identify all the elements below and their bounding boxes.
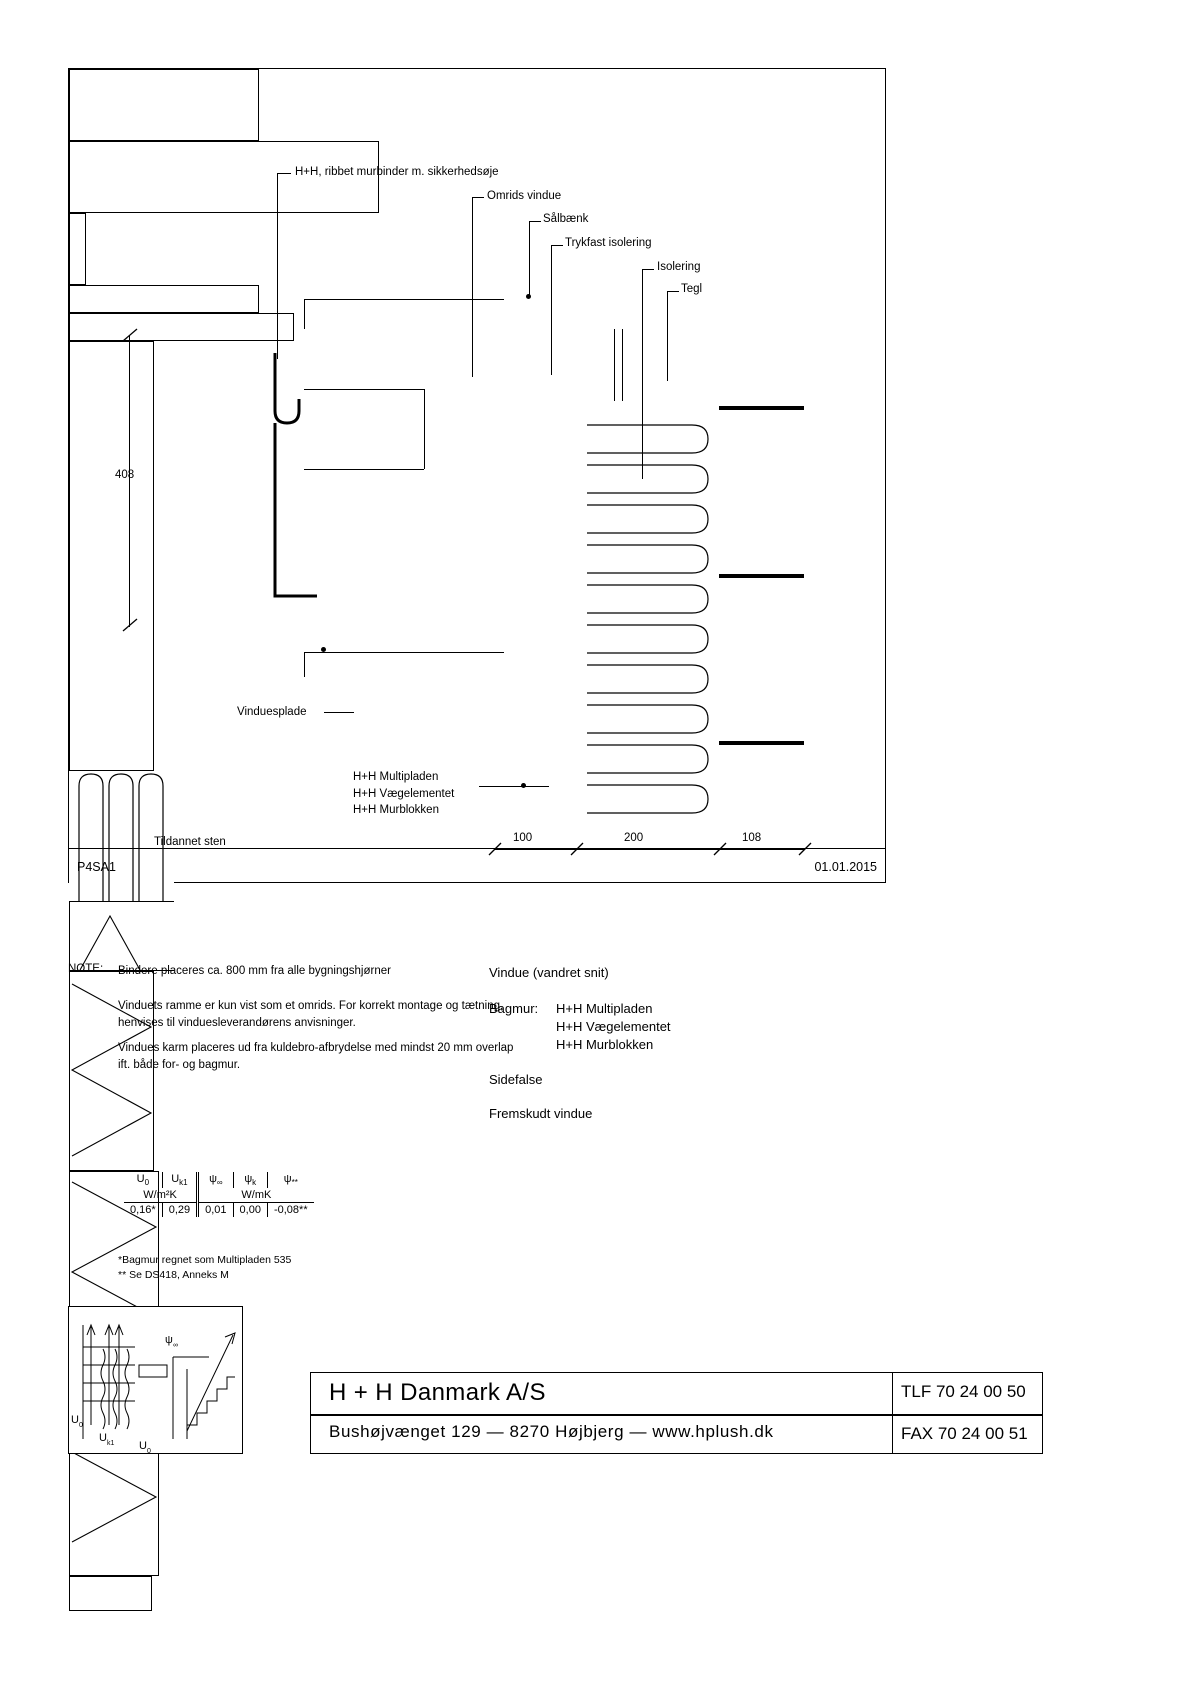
footnote-1: *Bagmur regnet som Multipladen 535 <box>118 1254 292 1266</box>
bagmur-label: Bagmur: <box>489 1001 539 1016</box>
header-psi-star: $\psi_{**}$ <box>267 1172 313 1188</box>
leader-murbinder-h <box>277 173 291 174</box>
dim-tick-3 <box>712 841 728 857</box>
callout-product-0: H+H Multipladen <box>353 771 439 783</box>
callout-vinduesplade: Vinduesplade <box>237 706 307 718</box>
dim-tick-2 <box>569 841 585 857</box>
vindue-outline-mid <box>304 389 424 390</box>
dim-value-200: 200 <box>624 832 644 844</box>
vinduesplade-leader-v <box>304 652 305 677</box>
fax-number: FAX 70 24 00 51 <box>901 1424 1028 1443</box>
table-unit-row <box>124 1188 314 1203</box>
dim-line-bottom <box>494 849 804 850</box>
callout-saalbaenk: Sålbænk <box>543 213 589 225</box>
trykfast-isolering-strip <box>69 213 86 285</box>
joint-line-1 <box>614 329 615 401</box>
leaf-joint-top <box>719 406 804 410</box>
legend-sketch <box>69 1307 242 1453</box>
tildannet-sten-swatch <box>69 1576 152 1611</box>
vindue-outline-vert <box>424 389 425 469</box>
footnote-2: ** Se DS418, Anneks M <box>118 1269 229 1282</box>
table-value-row <box>124 1203 314 1218</box>
header-psi-inf: $\psi_\infty$ <box>198 1172 233 1188</box>
leader-omrids-h <box>472 197 484 198</box>
leader-vinduesplade <box>324 712 354 713</box>
svg-text:U: U <box>139 1440 147 1452</box>
sheet-date: 01.01.2015 <box>814 860 877 874</box>
title-block-left <box>311 1373 892 1453</box>
detail-fremskudt-vindue: Fremskudt vindue <box>489 1106 593 1121</box>
tegl-left-block <box>69 69 259 141</box>
title-block-right <box>892 1373 1042 1453</box>
bagmur-item-0: H+H Multipladen <box>556 1001 653 1016</box>
header-u0: $U_0$ <box>136 1173 150 1188</box>
callout-murbinder: H+H, ribbet murbinder m. sikkerhedsøje <box>295 166 499 178</box>
svg-text:U: U <box>71 1414 79 1426</box>
value-u0: 0,16* <box>124 1203 162 1218</box>
leader-tegl <box>667 291 668 381</box>
leader-saalbaenk <box>529 221 530 297</box>
dim-tick-4 <box>797 841 813 857</box>
value-psi-inf: 0,01 <box>198 1203 233 1218</box>
note-line-2: Vinduets ramme er kun vist som et omrids. For korrekt montage og tætning, henvises til vinduesleverandørens anvisninger. <box>118 1000 504 1029</box>
leader-omrids <box>472 197 473 377</box>
detail-title: Vindue (vandret snit) <box>489 965 609 980</box>
vhatch-left <box>69 285 259 313</box>
leader-isolering-h <box>642 269 654 270</box>
detail-sidefalse: Sidefalse <box>489 1072 543 1087</box>
leaf-joint-mid <box>719 574 804 578</box>
leader-murbinder <box>277 173 278 359</box>
murbinder-tie <box>267 351 327 616</box>
dim-value-108: 108 <box>742 832 762 844</box>
leaf-joint-bottom <box>719 741 804 745</box>
dim-value-100: 100 <box>513 832 533 844</box>
company-name: H + H Danmark A/S <box>329 1379 546 1406</box>
company-address: Bushøjvænget 129 — 8270 Højbjerg — www.hplush.dk <box>329 1422 774 1441</box>
legend-diagram <box>68 1306 243 1454</box>
vindue-outline-left <box>304 299 305 329</box>
svg-text:∞: ∞ <box>173 1342 178 1349</box>
saalbaenk-dot <box>526 294 531 299</box>
drawing-frame <box>68 68 886 883</box>
leader-saalbaenk-h <box>529 221 541 222</box>
contact-divider <box>893 1414 1042 1416</box>
dim-tick-1 <box>487 841 503 857</box>
left-lower-hatch <box>70 902 173 970</box>
table-footnotes <box>118 1253 291 1283</box>
callout-omrids-vindue: Omrids vindue <box>487 190 562 202</box>
leader-trykfast <box>551 245 552 375</box>
dim-value-408: 408 <box>115 469 135 481</box>
value-psi-k: 0,00 <box>233 1203 267 1218</box>
leader-isolering <box>642 269 643 479</box>
note-label: NOTE: <box>68 963 104 975</box>
svg-text:0: 0 <box>147 1448 151 1453</box>
svg-text:k1: k1 <box>107 1440 115 1447</box>
callout-product-1: H+H Vægelementet <box>353 787 455 800</box>
title-block <box>310 1372 1043 1454</box>
unit-wm2k: W/m²K <box>143 1189 177 1202</box>
phone-number: TLF 70 24 00 50 <box>901 1382 1026 1401</box>
callout-tegl: Tegl <box>681 283 703 295</box>
callout-product-2: H+H Murblokken <box>353 804 439 817</box>
sheet-id: P4SA1 <box>77 860 116 874</box>
u-value-table <box>124 1172 314 1217</box>
value-psi-star: -0,08** <box>267 1203 313 1218</box>
leader-products <box>479 786 549 787</box>
header-psi-k: $\psi_k$ <box>233 1172 267 1188</box>
dim-arrow-bottom <box>121 617 139 635</box>
products-dot <box>521 783 526 788</box>
vindue-outline-bot <box>304 469 424 470</box>
leader-tegl-h <box>667 291 679 292</box>
note-line-3: Vindues karm placeres ud fra kuldebro-afbrydelse med mindst 20 mm overlap ift. både for- og bagmur. <box>118 1042 514 1071</box>
header-uk1: $U_{k1}$ <box>162 1172 197 1188</box>
dim-line-408 <box>129 335 130 627</box>
callout-isolering: Isolering <box>657 261 701 273</box>
isolering-right <box>584 407 719 832</box>
value-uk1: 0,29 <box>162 1203 197 1218</box>
vinduesplade-leader-h <box>304 652 504 653</box>
svg-text:U: U <box>99 1432 107 1444</box>
left-lower-block <box>69 901 174 971</box>
table-header-row <box>124 1172 314 1188</box>
svg-text:0: 0 <box>79 1422 83 1429</box>
callout-tildannet-sten: Tildannet sten <box>154 836 226 848</box>
note-line-1: Bindere placeres ca. 800 mm fra alle bygningshjørner <box>118 965 391 977</box>
bagmur-item-2: H+H Murblokken <box>556 1037 654 1052</box>
vinduesplade-dot <box>321 647 326 652</box>
bagmur-item-1: H+H Vægelementet <box>556 1019 671 1034</box>
svg-text:ψ: ψ <box>165 1334 173 1346</box>
vindue-outline-top <box>304 299 504 300</box>
leader-trykfast-h <box>551 245 563 246</box>
outer-leaf-column <box>69 341 154 771</box>
title-block-divider <box>311 1414 892 1416</box>
insulation-loops-right <box>584 407 719 832</box>
unit-wmk: W/mK <box>198 1188 314 1203</box>
joint-line-2 <box>622 329 623 401</box>
dim-arrow-top <box>121 327 139 345</box>
callout-products <box>353 769 454 819</box>
vhatch-right <box>69 313 294 341</box>
callout-trykfast-isolering: Trykfast isolering <box>565 237 652 249</box>
